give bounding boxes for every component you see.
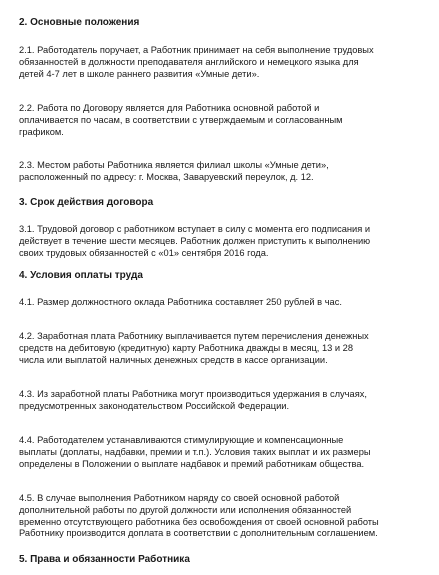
paragraph-4-5: 4.5. В случае выполнения Работником наряду со своей основной работой дополнительной работы по другой должности или исполнения обязанностей временно отсутствующего работника без освобождения от своей основной работы Работнику производится доплата в соответствии с дополнительным соглашением.: [19, 493, 379, 539]
paragraph-4-4: 4.4. Работодателем устанавливаются стимулирующие и компенсационные выплаты (доплаты, надбавки, премии и т.п.). Условия таких выплат и их размеры определены в Положении о выплате надбавок и премий работникам общества.: [19, 435, 371, 469]
section-2-heading: 2. Основные положения: [19, 17, 140, 28]
paragraph-2-1: 2.1. Работодатель поручает, а Работник принимает на себя выполнение трудовых обязанностей в должности преподавателя английского и немецкого языка для детей 4-7 лет в школе раннего развития «Умные дети».: [19, 45, 374, 79]
paragraph-3-1: 3.1. Трудовой договор с работником вступает в силу с момента его подписания и действует в течение шести месяцев. Работник должен приступить к выполнению своих трудовых обязанностей с «01» сентября 2016 года.: [19, 224, 371, 258]
paragraph-2-2: 2.2. Работа по Договору является для Работника основной работой и оплачивается по часам, в соответствии с утверждаемым и согласованным графиком.: [19, 103, 343, 137]
section-5-heading: 5. Права и обязанности Работника: [19, 554, 190, 565]
paragraph-4-2: 4.2. Заработная плата Работнику выплачивается путем перечисления денежных средств на дебитовую (кредитную) карту Работника дважды в месяц, 13 и 28 числа или выплатой наличных денежных средств в кассе организации.: [19, 331, 369, 365]
paragraph-4-1: 4.1. Размер должностного оклада Работника составляет 250 рублей в час.: [19, 297, 342, 307]
section-3-heading: 3. Срок действия договора: [19, 197, 154, 208]
paragraph-2-3: 2.3. Местом работы Работника является филиал школы «Умные дети», расположенный по адресу: г. Москва, Заваруевский переулок, д. 12.: [19, 160, 329, 182]
section-4-heading: 4. Условия оплаты труда: [19, 270, 143, 281]
paragraph-4-3: 4.3. Из заработной платы Работника могут производиться удержания в случаях, предусмотренных законодательством Российской Федерации.: [19, 389, 367, 411]
